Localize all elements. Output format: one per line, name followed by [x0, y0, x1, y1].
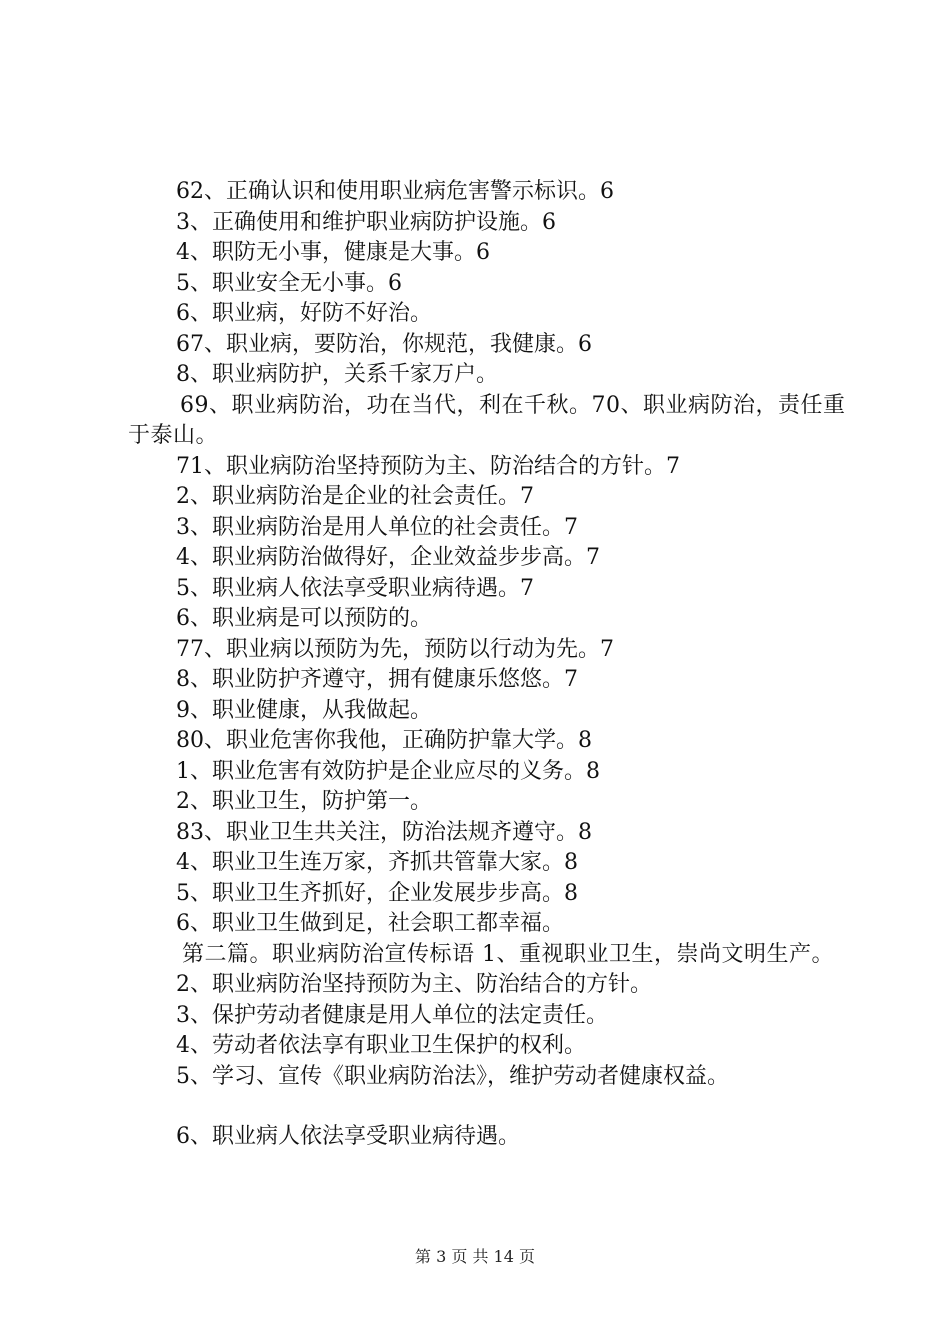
text-line: 1、职业危害有效防护是企业应尽的义务。8 — [176, 758, 600, 784]
text-line: 8、职业病防护，关系千家万户。 — [176, 362, 498, 387]
text-line: 67、职业病，要防治，你规范，我健康。6 — [176, 331, 592, 357]
text-line: 4、职业病防治做得好，企业效益步步高。7 — [176, 545, 600, 570]
text-line: 6、职业病人依法享受职业病待遇。 — [176, 1124, 520, 1149]
text-line: 5、职业卫生齐抓好，企业发展步步高。8 — [176, 880, 578, 906]
text-line: 3、职业病防治是用人单位的社会责任。7 — [176, 514, 578, 540]
text-line: 5、学习、宣传《职业病防治法》，维护劳动者健康权益。 — [176, 1063, 729, 1089]
text-line: 2、职业病防治坚持预防为主、防治结合的方针。 — [176, 972, 652, 997]
page-footer: 第 3 页 共 14 页 — [415, 1247, 535, 1266]
text-line: 83、职业卫生共关注，防治法规齐遵守。8 — [176, 819, 592, 845]
text-line: 6、职业卫生做到足，社会职工都幸福。 — [176, 911, 564, 936]
text-line: 5、职业病人依法享受职业病待遇。7 — [176, 575, 534, 601]
text-line: 80、职业危害你我他，正确防护靠大学。8 — [176, 728, 592, 753]
text-line: 2、职业病防治是企业的社会责任。7 — [176, 484, 534, 509]
text-line: 2、职业卫生，防护第一。 — [176, 789, 432, 814]
text-line: 8、职业防护齐遵守，拥有健康乐悠悠。7 — [176, 667, 578, 692]
blank-line — [128, 1092, 848, 1122]
section-heading: 第二篇。职业病防治宣传标语 1、重视职业卫生，崇尚文明生产。 — [182, 941, 834, 967]
text-line: 4、劳动者依法享有职业卫生保护的权利。 — [176, 1033, 586, 1058]
text-line: 4、职业卫生连万家，齐抓共管靠大家。8 — [176, 850, 578, 875]
text-line: 71、职业病防治坚持预防为主、防治结合的方针。7 — [176, 453, 680, 479]
text-line: 4、职防无小事，健康是大事。6 — [176, 240, 490, 265]
text-line: 3、正确使用和维护职业病防护设施。6 — [176, 209, 556, 235]
text-paragraph: 69、职业病防治，功在当代，利在千秋。70、职业病防治，责任重于泰山。 — [128, 392, 846, 448]
text-line: 62、正确认识和使用职业病危害警示标识。6 — [176, 179, 614, 204]
text-line: 6、职业病是可以预防的。 — [176, 606, 432, 631]
text-line: 3、保护劳动者健康是用人单位的法定责任。 — [176, 1002, 608, 1028]
text-line: 6、职业病，好防不好治。 — [176, 301, 432, 326]
text-line: 77、职业病以预防为先，预防以行动为先。7 — [176, 636, 614, 662]
document-body — [128, 177, 848, 1153]
text-line: 5、职业安全无小事。6 — [176, 270, 402, 296]
text-line: 9、职业健康，从我做起。 — [176, 697, 432, 723]
